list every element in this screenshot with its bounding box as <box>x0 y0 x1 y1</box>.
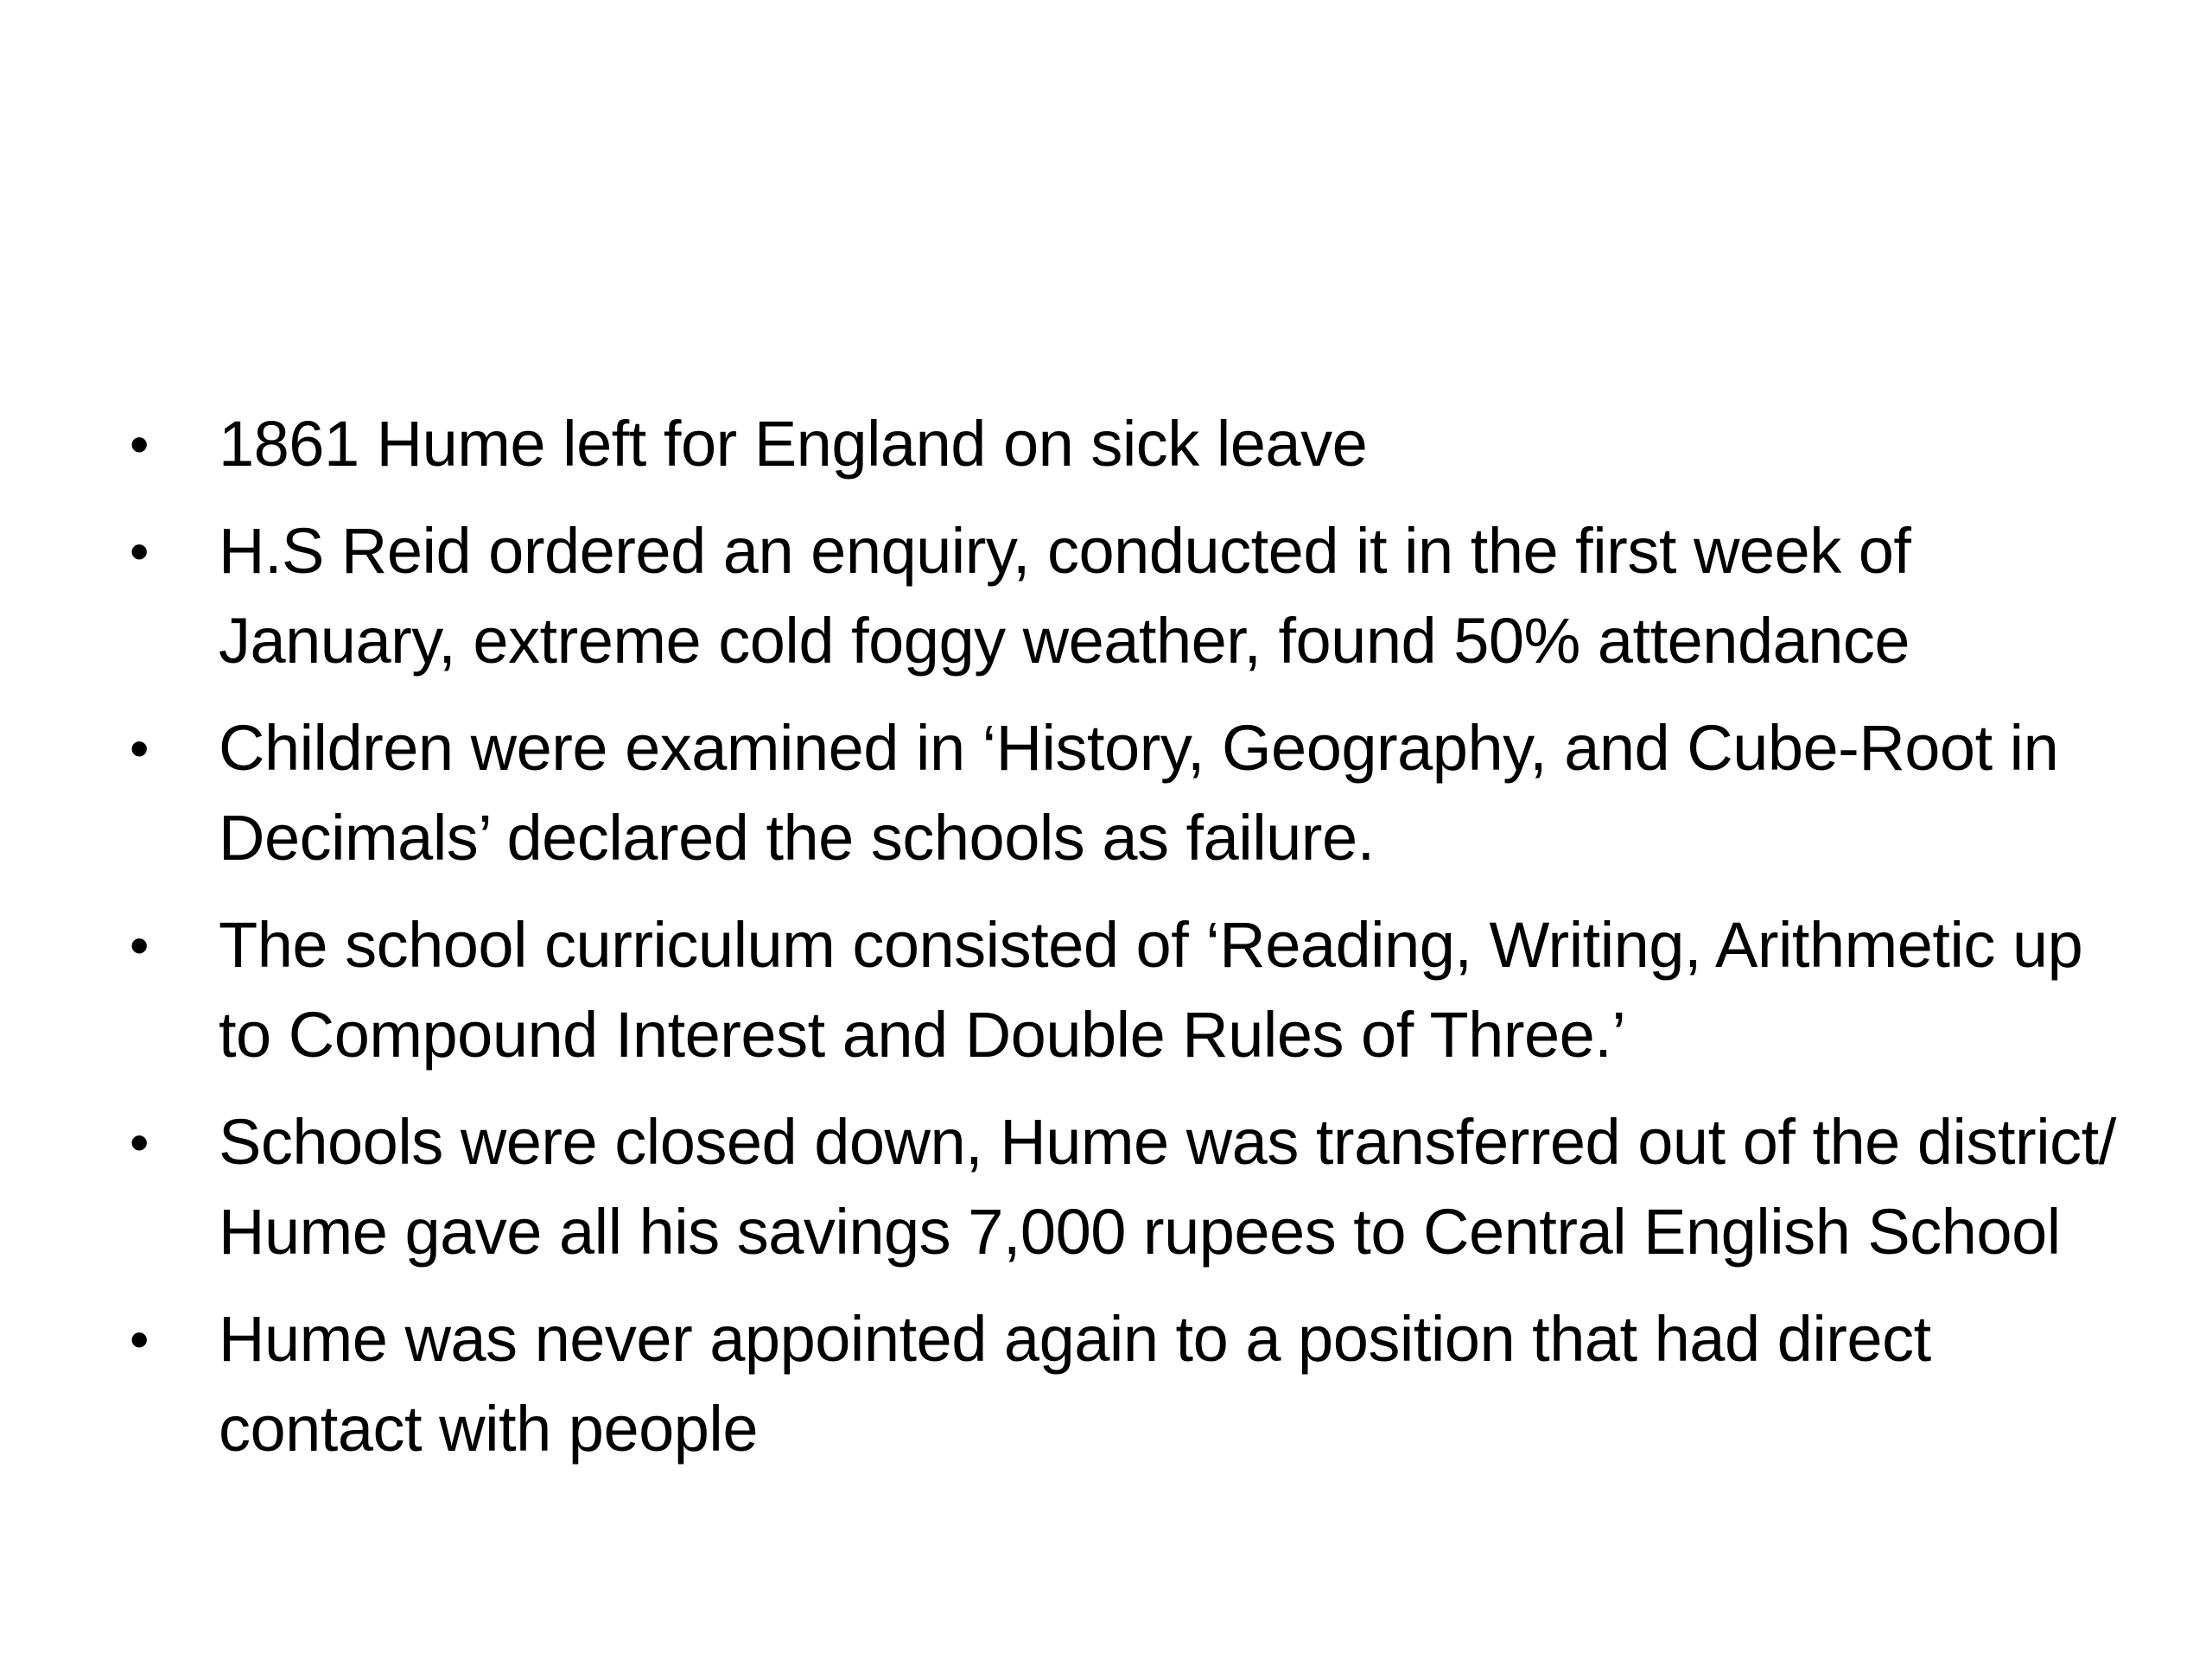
bullet-icon: • <box>130 914 149 976</box>
bullet-item <box>130 1294 2117 1474</box>
bullet-icon: • <box>130 520 149 582</box>
bullet-icon: • <box>130 413 149 475</box>
bullet-icon: • <box>130 1308 149 1370</box>
bullet-text: Schools were closed down, Hume was transferred out of the district/ Hume gave all his savings 7,000 rupees to Central English School <box>219 1106 2116 1268</box>
bullet-item <box>130 506 2117 686</box>
bullet-item <box>130 900 2117 1080</box>
bullet-text: H.S Reid ordered an enquiry, conducted it in the first week of January, extreme cold foggy weather, found 50% attendance <box>219 515 1911 677</box>
bullet-text: Children were examined in ‘History, Geography, and Cube-Root in Decimals’ declared the schools as failure. <box>219 712 2059 874</box>
bullet-text: Hume was never appointed again to a position that had direct contact with people <box>219 1303 1931 1465</box>
bullet-icon: • <box>130 717 149 779</box>
bullet-list <box>130 399 2117 1491</box>
bullet-text: 1861 Hume left for England on sick leave <box>219 408 1368 480</box>
bullet-item <box>130 1097 2117 1277</box>
bullet-item <box>130 703 2117 883</box>
bullet-text: The school curriculum consisted of ‘Reading, Writing, Arithmetic up to Compound Interest and Double Rules of Three.’ <box>219 909 2083 1071</box>
bullet-icon: • <box>130 1111 149 1173</box>
bullet-item <box>130 399 2117 489</box>
